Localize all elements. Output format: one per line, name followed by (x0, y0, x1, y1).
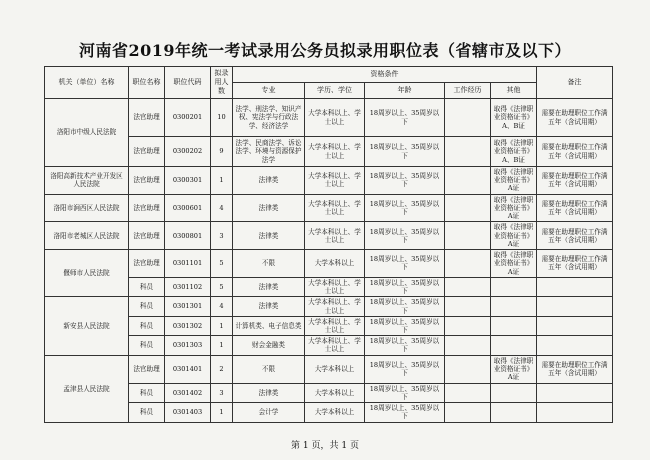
experience-cell (445, 222, 491, 250)
position-name-cell: 科员 (129, 336, 165, 355)
position-code-cell: 0300202 (165, 137, 211, 167)
header-agency: 机关（单位）名称 (45, 67, 129, 99)
experience-cell (445, 137, 491, 167)
experience-cell (445, 277, 491, 296)
header-remarks: 备注 (537, 67, 613, 99)
remarks-cell (537, 403, 613, 422)
position-code-cell: 0300801 (165, 222, 211, 250)
other-requirements-cell: 取得《法律职业资格证书》A、B证 (491, 137, 537, 167)
header-experience: 工作经历 (445, 83, 491, 99)
position-name-cell: 法官助理 (129, 137, 165, 167)
major-cell: 不限 (233, 250, 305, 278)
education-cell: 大学本科以上 (305, 250, 365, 278)
other-requirements-cell: 取得《法律职业资格证书》A证 (491, 222, 537, 250)
agency-name-cell: 洛阳市老城区人民法院 (45, 222, 129, 250)
other-requirements-cell: 取得《法律职业资格证书》A、B证 (491, 99, 537, 137)
education-cell: 大学本科以上、学士以上 (305, 336, 365, 355)
major-cell: 法律类 (233, 383, 305, 402)
table-row (45, 316, 613, 335)
agency-name-cell: 偃师市人民法院 (45, 250, 129, 297)
position-name-cell: 法官助理 (129, 167, 165, 195)
table-row (45, 250, 613, 278)
planned-count-cell: 1 (211, 316, 233, 335)
position-name-cell: 法官助理 (129, 194, 165, 222)
table-row (45, 297, 613, 316)
agency-name-cell: 洛阳市中级人民法院 (45, 99, 129, 167)
remarks-cell: 需要在助理职位工作满五年（含试用期） (537, 99, 613, 137)
agency-name-cell: 洛阳高新技术产业开发区人民法院 (45, 167, 129, 195)
other-requirements-cell (491, 403, 537, 422)
position-name-cell: 科员 (129, 297, 165, 316)
other-requirements-cell (491, 336, 537, 355)
header-qualifications: 资格条件 (233, 67, 537, 83)
remarks-cell: 需要在助理职位工作满五年（含试用期） (537, 250, 613, 278)
education-cell: 大学本科以上 (305, 383, 365, 402)
remarks-cell (537, 297, 613, 316)
position-code-cell: 0301101 (165, 250, 211, 278)
table-row (45, 277, 613, 296)
header-other: 其他 (491, 83, 537, 99)
experience-cell (445, 99, 491, 137)
table-row (45, 355, 613, 383)
age-cell: 18周岁以上、35周岁以下 (365, 297, 445, 316)
major-cell: 法律类 (233, 222, 305, 250)
header-major: 专业 (233, 83, 305, 99)
education-cell: 大学本科以上、学士以上 (305, 297, 365, 316)
agency-name-cell: 孟津县人民法院 (45, 355, 129, 422)
other-requirements-cell: 取得《法律职业资格证书》A证 (491, 355, 537, 383)
major-cell: 财会金融类 (233, 336, 305, 355)
position-name-cell: 法官助理 (129, 99, 165, 137)
table-row (45, 403, 613, 422)
position-code-cell: 0301401 (165, 355, 211, 383)
age-cell: 18周岁以上、35周岁以下 (365, 336, 445, 355)
other-requirements-cell (491, 383, 537, 402)
age-cell: 18周岁以上、35周岁以下 (365, 167, 445, 195)
remarks-cell: 需要在助理职位工作满五年（含试用期） (537, 355, 613, 383)
agency-name-cell: 新安县人民法院 (45, 297, 129, 355)
planned-count-cell: 2 (211, 355, 233, 383)
experience-cell (445, 336, 491, 355)
position-name-cell: 科员 (129, 403, 165, 422)
position-name-cell: 科员 (129, 277, 165, 296)
planned-count-cell: 1 (211, 167, 233, 195)
education-cell: 大学本科以上、学士以上 (305, 167, 365, 195)
position-code-cell: 0301403 (165, 403, 211, 422)
remarks-cell: 需要在助理职位工作满五年（含试用期） (537, 194, 613, 222)
position-name-cell: 法官助理 (129, 355, 165, 383)
age-cell: 18周岁以上、35周岁以下 (365, 277, 445, 296)
planned-count-cell: 10 (211, 99, 233, 137)
header-position-code: 职位代码 (165, 67, 211, 99)
experience-cell (445, 316, 491, 335)
table-row (45, 167, 613, 195)
other-requirements-cell: 取得《法律职业资格证书》A证 (491, 250, 537, 278)
position-code-cell: 0301301 (165, 297, 211, 316)
header-position-name: 职位名称 (129, 67, 165, 99)
major-cell: 不限 (233, 355, 305, 383)
remarks-cell: 需要在助理职位工作满五年（含试用期） (537, 137, 613, 167)
experience-cell (445, 297, 491, 316)
other-requirements-cell (491, 277, 537, 296)
table-row (45, 99, 613, 137)
agency-name-cell: 洛阳市涧西区人民法院 (45, 194, 129, 222)
age-cell: 18周岁以上、35周岁以下 (365, 137, 445, 167)
other-requirements-cell (491, 316, 537, 335)
experience-cell (445, 250, 491, 278)
position-name-cell: 科员 (129, 383, 165, 402)
table-row (45, 222, 613, 250)
planned-count-cell: 5 (211, 277, 233, 296)
major-cell: 法律类 (233, 297, 305, 316)
major-cell: 会计学 (233, 403, 305, 422)
position-code-cell: 0300201 (165, 99, 211, 137)
major-cell: 法律类 (233, 277, 305, 296)
planned-count-cell: 4 (211, 194, 233, 222)
planned-count-cell: 3 (211, 383, 233, 402)
age-cell: 18周岁以上、35周岁以下 (365, 222, 445, 250)
education-cell: 大学本科以上 (305, 355, 365, 383)
planned-count-cell: 5 (211, 250, 233, 278)
header-age: 年龄 (365, 83, 445, 99)
position-code-cell: 0300301 (165, 167, 211, 195)
remarks-cell: 需要在助理职位工作满五年（含试用期） (537, 167, 613, 195)
experience-cell (445, 194, 491, 222)
table-row (45, 194, 613, 222)
planned-count-cell: 4 (211, 297, 233, 316)
position-code-cell: 0301302 (165, 316, 211, 335)
position-code-cell: 0301402 (165, 383, 211, 402)
education-cell: 大学本科以上、学士以上 (305, 194, 365, 222)
remarks-cell (537, 277, 613, 296)
experience-cell (445, 403, 491, 422)
other-requirements-cell (491, 297, 537, 316)
remarks-cell: 需要在助理职位工作满五年（含试用期） (537, 222, 613, 250)
table-row (45, 137, 613, 167)
header-education: 学历、学位 (305, 83, 365, 99)
experience-cell (445, 355, 491, 383)
education-cell: 大学本科以上、学士以上 (305, 222, 365, 250)
page-title: 河南省2019年统一考试录用公务员拟录用职位表（省辖市及以下） (78, 41, 572, 60)
table-body (45, 99, 613, 423)
major-cell: 法学、民商法学、诉讼法学、环境与资源保护法学 (233, 137, 305, 167)
age-cell: 18周岁以上、35周岁以下 (365, 194, 445, 222)
age-cell: 18周岁以上、35周岁以下 (365, 403, 445, 422)
position-code-cell: 0301303 (165, 336, 211, 355)
major-cell: 法学、刑法学、知识产权、宪法学与行政法学、经济法学 (233, 99, 305, 137)
positions-table (44, 66, 613, 423)
remarks-cell (537, 316, 613, 335)
page-footer: 第 1 页，共 1 页 (291, 441, 359, 451)
remarks-cell (537, 336, 613, 355)
planned-count-cell: 3 (211, 222, 233, 250)
experience-cell (445, 167, 491, 195)
position-name-cell: 法官助理 (129, 250, 165, 278)
table-row (45, 336, 613, 355)
education-cell: 大学本科以上、学士以上 (305, 277, 365, 296)
age-cell: 18周岁以上、35周岁以下 (365, 355, 445, 383)
position-code-cell: 0301102 (165, 277, 211, 296)
planned-count-cell: 1 (211, 336, 233, 355)
major-cell: 法律类 (233, 167, 305, 195)
age-cell: 18周岁以上、35周岁以下 (365, 250, 445, 278)
position-code-cell: 0300601 (165, 194, 211, 222)
age-cell: 18周岁以上、35周岁以下 (365, 316, 445, 335)
experience-cell (445, 383, 491, 402)
table-row (45, 383, 613, 402)
major-cell: 法律类 (233, 194, 305, 222)
other-requirements-cell: 取得《法律职业资格证书》A证 (491, 167, 537, 195)
age-cell: 18周岁以上、35周岁以下 (365, 99, 445, 137)
planned-count-cell: 1 (211, 403, 233, 422)
position-name-cell: 科员 (129, 316, 165, 335)
other-requirements-cell: 取得《法律职业资格证书》A证 (491, 194, 537, 222)
age-cell: 18周岁以上、35周岁以下 (365, 383, 445, 402)
planned-count-cell: 9 (211, 137, 233, 167)
remarks-cell (537, 383, 613, 402)
education-cell: 大学本科以上 (305, 403, 365, 422)
education-cell: 大学本科以上、学士以上 (305, 99, 365, 137)
position-name-cell: 法官助理 (129, 222, 165, 250)
education-cell: 大学本科以上、学士以上 (305, 137, 365, 167)
education-cell: 大学本科以上、学士以上 (305, 316, 365, 335)
header-planned-count: 拟录用人数 (211, 67, 233, 99)
major-cell: 计算机类、电子信息类 (233, 316, 305, 335)
